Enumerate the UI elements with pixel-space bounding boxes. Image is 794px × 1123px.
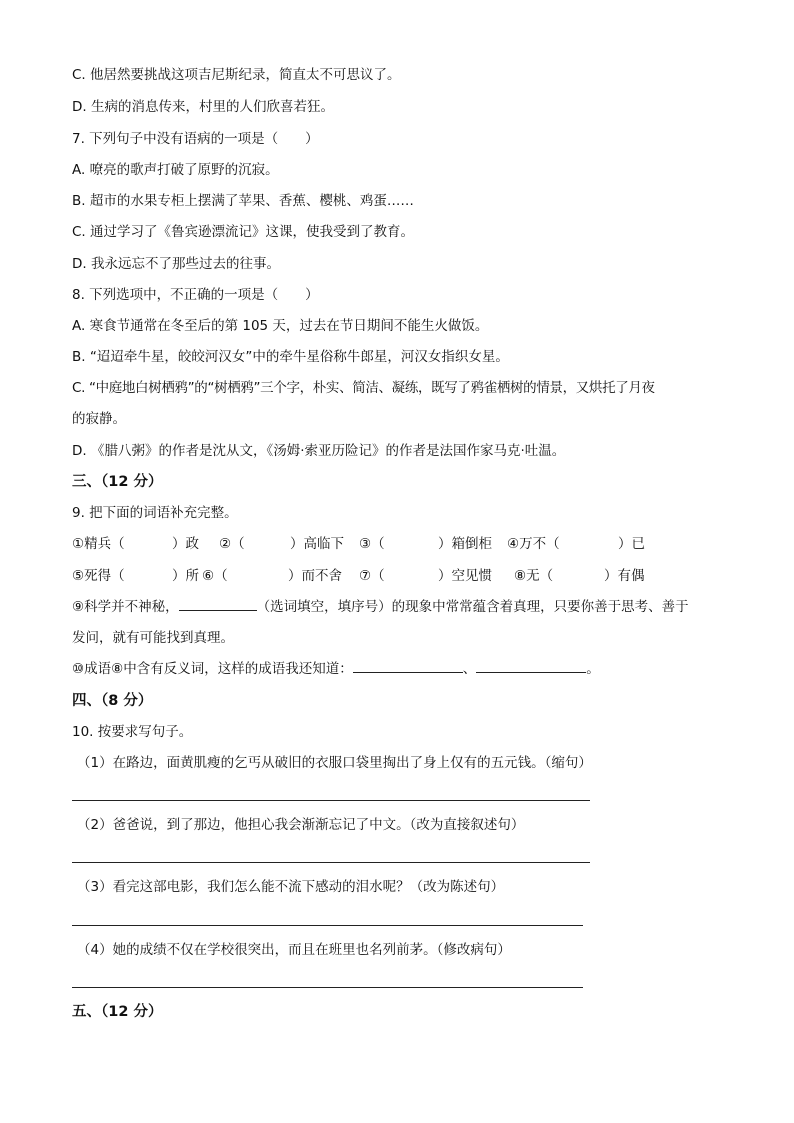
idiom-1-pre: ①精兵（ — [72, 536, 125, 552]
question-10-part-2: （2）爸爸说，到了那边，他担心我会渐渐忘记了中文。（改为直接叙述句） — [77, 817, 525, 833]
idiom-5-pre: ⑤死得（ — [72, 568, 125, 584]
question-7-option-c: C. 通过学习了《鲁宾逊漂流记》这课，使我受到了教育。 — [72, 224, 415, 240]
item-10-blank-1[interactable] — [353, 660, 463, 673]
question-9-item-9-cont: 发问，就有可能找到真理。 — [72, 630, 234, 646]
idiom-8-post: ）有偶 — [604, 568, 645, 584]
question-8-option-c-cont: 的寂静。 — [72, 411, 126, 427]
question-9-item-9 — [72, 598, 689, 616]
question-10-part-1: （1）在路边，面黄肌瘦的乞丐从破旧的衣服口袋里掏出了身上仅有的五元钱。（缩句） — [77, 755, 592, 771]
question-6-option-d: D. 生病的消息传来，村里的人们欣喜若狂。 — [72, 99, 334, 115]
question-8-option-c: C. “中庭地白树栖鸦”的“树栖鸦”三个字，朴实、简洁、凝练，既写了鸦雀栖树的情景，又烘托了月夜 — [72, 380, 655, 396]
question-8-option-b: B. “迢迢牵牛星，皎皎河汉女”中的牵牛星俗称牛郎星，河汉女指织女星。 — [72, 349, 509, 365]
idiom-3-post: ）箱倒柜 — [438, 536, 492, 552]
idiom-7-pre: ⑦（ — [359, 568, 385, 584]
question-7-option-a: A. 嘹亮的歌声打破了原野的沉寂。 — [72, 162, 279, 178]
item-10-text: ⑩成语⑧中含有反义词，这样的成语我还知道： — [72, 661, 353, 677]
item-10-end: 。 — [586, 661, 600, 677]
answer-line-4[interactable] — [72, 987, 583, 988]
idiom-3-pre: ③（ — [359, 536, 385, 552]
idiom-2-post: ）高临下 — [290, 536, 344, 552]
question-6-option-c: C. 他居然要挑战这项吉尼斯纪录，简直太不可思议了。 — [72, 67, 401, 83]
question-8-option-d: D. 《腊八粥》的作者是沈从文，《汤姆·索亚历险记》的作者是法国作家马克·吐温。 — [72, 443, 566, 459]
question-8-stem: 8. 下列选项中，不正确的一项是（ ） — [72, 287, 319, 303]
idiom-4-post: ）已 — [618, 536, 645, 552]
question-9-stem: 9. 把下面的词语补充完整。 — [72, 505, 238, 521]
idiom-7-post: ）空见惯 — [438, 568, 492, 584]
item-9-text-a: ⑨科学并不神秘， — [72, 599, 179, 615]
section-4-heading: 四、（8 分） — [72, 693, 153, 709]
idiom-6-pre: ⑥（ — [202, 568, 228, 584]
idiom-4-pre: ④万不（ — [507, 536, 560, 552]
item-9-blank[interactable] — [179, 598, 257, 611]
question-9-item-10 — [72, 660, 600, 678]
answer-line-1[interactable] — [72, 800, 590, 801]
idiom-2-pre: ②（ — [219, 536, 245, 552]
idiom-8-pre: ⑧无（ — [514, 568, 554, 584]
idiom-1-post: ）政 — [172, 536, 199, 552]
section-5-heading: 五、（12 分） — [72, 1004, 163, 1020]
question-7-option-b: B. 超市的水果专柜上摆满了苹果、香蕉、樱桃、鸡蛋…… — [72, 193, 414, 209]
item-10-separator: 、 — [462, 661, 477, 677]
question-7-option-d: D. 我永远忘不了那些过去的往事。 — [72, 256, 280, 272]
question-10-part-4: （4）她的成绩不仅在学校很突出，而且在班里也名列前茅。（修改病句） — [77, 942, 511, 958]
question-7-stem: 7. 下列句子中没有语病的一项是（ ） — [72, 131, 319, 147]
idiom-5-post: ）所 — [172, 568, 199, 584]
question-8-option-a: A. 寒食节通常在冬至后的第 105 天，过去在节日期间不能生火做饭。 — [72, 318, 489, 334]
question-10-part-3: （3）看完这部电影，我们怎么能不流下感动的泪水呢？（改为陈述句） — [77, 879, 505, 895]
answer-line-3[interactable] — [72, 925, 583, 926]
answer-line-2[interactable] — [72, 862, 590, 863]
item-10-blank-2[interactable] — [476, 660, 586, 673]
idiom-6-post: ）而不舍 — [288, 568, 342, 584]
question-10-stem: 10. 按要求写句子。 — [72, 724, 193, 740]
section-3-heading: 三、（12 分） — [72, 474, 163, 490]
item-9-text-b: （选词填空，填序号）的现象中常常蕴含着真理，只要你善于思考、善于 — [256, 599, 689, 615]
